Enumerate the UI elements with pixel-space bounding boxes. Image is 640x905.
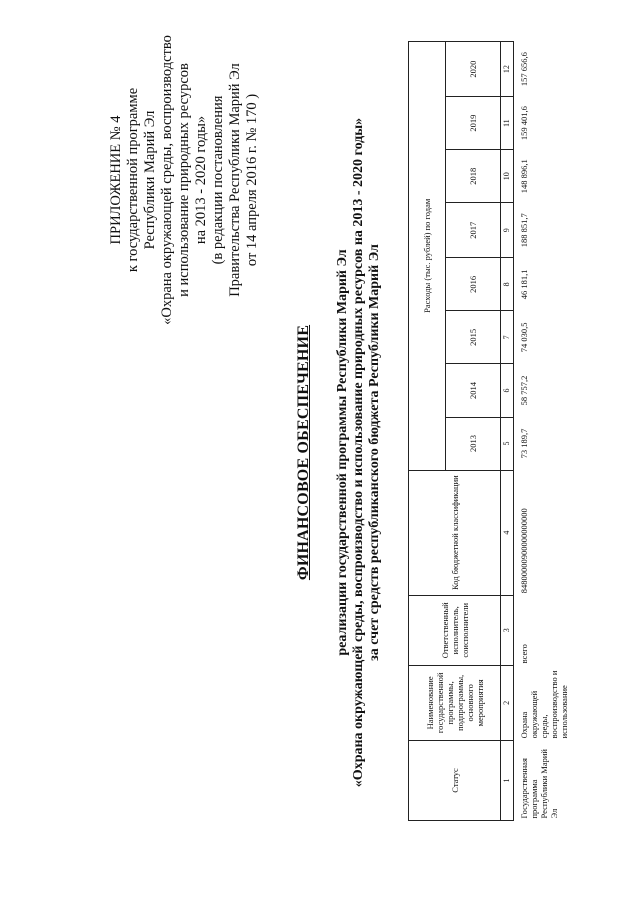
- appendix-line: ПРИЛОЖЕНИЕ № 4: [108, 115, 124, 245]
- title-main: ФИНАНСОВОЕ ОБЕСПЕЧЕНИЕ: [295, 324, 312, 581]
- column-number: 4: [501, 470, 514, 595]
- column-number: 3: [501, 595, 514, 665]
- column-number: 8: [501, 258, 514, 311]
- cell-value: 73 189,7: [519, 428, 529, 459]
- appendix-line: от 14 апреля 2016 г. № 170 ): [244, 93, 260, 267]
- appendix-line: Республики Марий Эл: [142, 110, 158, 250]
- column-number: 2: [501, 665, 514, 740]
- column-number: 10: [501, 150, 514, 203]
- header-code: Код бюджетной классификации: [409, 470, 501, 595]
- column-numbers-row: [501, 42, 514, 821]
- column-number: 11: [501, 97, 514, 150]
- document-title: [295, 20, 383, 885]
- header-year: 2015: [446, 311, 501, 364]
- header-name: Наименование государственной программы, подпрограммы, основного мероприятия: [409, 665, 501, 740]
- header-year: 2017: [446, 203, 501, 258]
- cell-executor: всего: [519, 644, 529, 664]
- header-year: 2018: [446, 150, 501, 203]
- cell-status: Государственная программа Республики Марий Эл: [519, 749, 559, 819]
- cell-value: 74 030,5: [519, 322, 529, 353]
- header-expenses: Расходы (тыс. рублей) по годам: [409, 42, 446, 471]
- title-line-1: реализации государственной программы Республики Марий Эл: [335, 249, 350, 656]
- header-year: 2016: [446, 258, 501, 311]
- appendix-line: (в редакции постановления: [210, 95, 226, 265]
- header-year: 2019: [446, 97, 501, 150]
- cell-value: 46 181,1: [519, 269, 529, 300]
- header-year: 2014: [446, 364, 501, 417]
- header-executor: Ответственный исполнитель, соисполнители: [409, 595, 501, 665]
- appendix-line: на 2013 - 2020 годы»: [193, 115, 209, 245]
- table-row: [514, 42, 607, 821]
- title-line-2: «Охрана окружающей среды, воспроизводство и использование природных ресурсов на 2013 - 2020 годы»: [351, 117, 366, 788]
- header-year: 2020: [446, 42, 501, 97]
- financing-table: [408, 41, 606, 821]
- column-number: 1: [501, 740, 514, 820]
- cell-value: 157 656,6: [519, 52, 529, 87]
- cell-value: 58 757,2: [519, 375, 529, 406]
- column-number: 12: [501, 42, 514, 97]
- column-number: 7: [501, 311, 514, 364]
- cell-value: 148 896,1: [519, 159, 529, 194]
- cell-name: Охрана окружающей среды, воспроизводство и использование: [519, 670, 569, 739]
- cell-value: 159 401,6: [519, 106, 529, 141]
- column-number: 5: [501, 417, 514, 470]
- appendix-line: «Охрана окружающей среды, воспроизводство: [159, 35, 175, 325]
- appendix-block: [108, 15, 261, 345]
- column-number: 6: [501, 364, 514, 417]
- title-line-3: за счет средств республиканского бюджета Республики Марий Эл: [367, 244, 382, 661]
- cell-value: 188 851,7: [519, 213, 529, 248]
- header-year: 2013: [446, 417, 501, 470]
- header-status: Статус: [409, 740, 501, 820]
- appendix-line: к государственной программе: [125, 87, 141, 273]
- column-number: 9: [501, 203, 514, 258]
- table-header-row: [409, 42, 446, 821]
- cell-code: 84800000900000000000: [519, 508, 529, 594]
- appendix-line: и использование природных ресурсов: [176, 63, 192, 297]
- appendix-line: Правительства Республики Марий Эл: [227, 63, 243, 297]
